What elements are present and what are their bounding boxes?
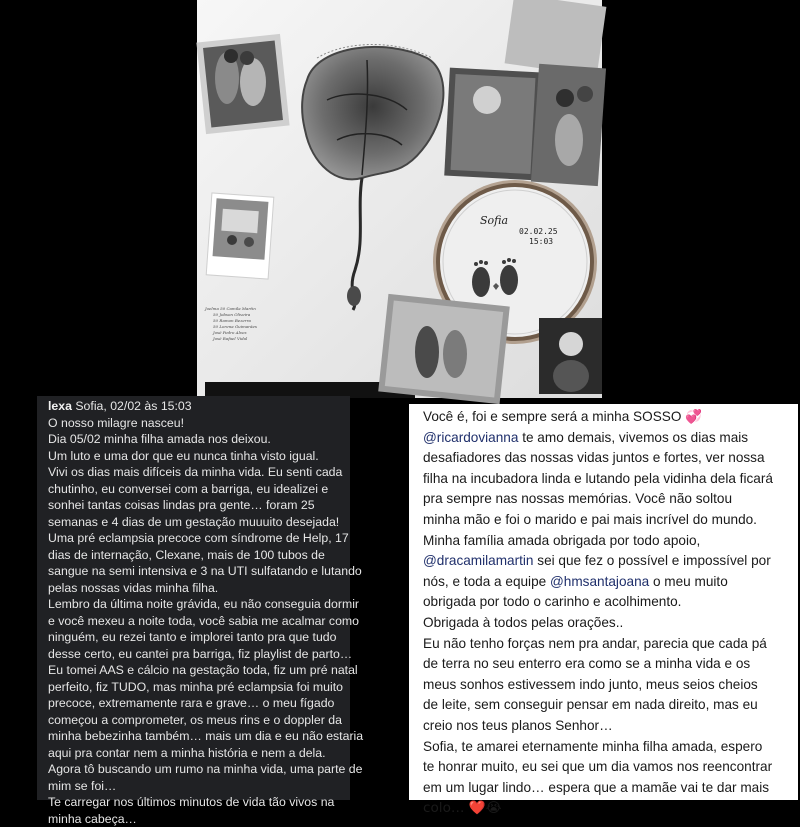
caption-line: sonhei tantas coisas lindas pra gente… foram 25 [48,497,342,514]
caption-line: Sofia, te amarei eternamente minha filha amada, espero [423,737,792,758]
caption-line: perfeito, fiz TUDO, mas minha pré eclampsia foi muito [48,679,342,696]
couple-photo-top-left [196,34,289,134]
caption-text: sei que fez o possível e impossível por [534,553,771,568]
caption-line: Obrigada à todos pelas orações.. [423,613,792,634]
caption-text: te amo demais, vivemos os dias mais [518,430,748,445]
caption-line: mim se foi… [48,778,342,795]
caption-line [423,551,792,572]
caption-line: colo… ❤️😭 [423,798,792,819]
caption-text: o meu muito [649,574,728,589]
note-line: 50 Jobson Oliveira [213,312,257,318]
caption-line: Agora tô buscando um rumo na minha vida, uma parte de [48,761,342,778]
caption-line: dias de internação, Clexane, mais de 100 tubos de [48,547,342,564]
hoop-date: 02.02.25 [519,227,558,236]
caption-line: e você mexeu a noite toda, você sabia me acalmar como [48,613,342,630]
caption-line: filha na incubadora linda e lutando pela vidinha dela ficará [423,469,792,490]
mention-link[interactable]: @hmsantajoana [550,574,649,589]
caption-line: Você é, foi e sempre será a minha SOSSO 💞 [423,407,792,428]
caption-line: pelas nossas vidas minha filha. [48,580,342,597]
caption-body [48,415,342,827]
caption-line: obrigada por todo o carinho e acolhimento. [423,592,792,613]
caption-line: creio nos teus planos Senhor… [423,716,792,737]
caption-line: Dia 05/02 minha filha amada nos deixou. [48,431,342,448]
caption-line: Uma pré eclampsia precoce com síndrome de Help, 17 [48,530,342,547]
caption-line: minha mão e foi o marido e pai mais incrível do mundo. [423,510,792,531]
hoop-date-text [519,227,558,247]
caption-line: Lembro da última noite grávida, eu não conseguia dormir [48,596,342,613]
caption-line: meus sonhos estivessem indo junto, meus seios cheios [423,675,792,696]
handwritten-note [205,306,257,342]
mention-link[interactable]: @dracamilamartin [423,553,534,568]
caption-line: de terra no seu enterro era como se a minha vida e os [423,654,792,675]
caption-line: ninguém, eu rezei tanto e implorei tanto pra que tudo [48,629,342,646]
caption-line: de leite, sem conseguir pensar em nada direito, mas eu [423,695,792,716]
caption-panel-left [37,396,350,800]
caption-line: Eu tomei AAS e cálcio na gestação toda, fiz um pré natal [48,662,342,679]
caption-line: te honrar muito, eu sei que um dia vamos nos reencontrar [423,757,792,778]
caption-line: aqui pra contar nem a minha história e nem a dela. [48,745,342,762]
caption-line: precoce, extremamente rara e grave… o meu fígado [48,695,342,712]
caption-line: Te carregar nos últimos minutos de vida tão vivos na [48,794,342,811]
caption-line: Minha família amada obrigada por todo apoio, [423,531,792,552]
hoop-time: 15:03 [529,237,553,246]
caption-line: começou a comprometer, os meus rins e o doppler da [48,712,342,729]
caption-line: O nosso milagre nasceu! [48,415,342,432]
caption-line: Vivi os dias mais difíceis da minha vida. Eu senti cada [48,464,342,481]
username[interactable]: lexa [48,399,72,413]
caption-line: minha cabeça… [48,811,342,827]
memorial-photo [197,0,602,398]
caption-panel-right [409,404,798,800]
caption-line: em um lugar lindo… espera que a mamãe vai te dar mais [423,778,792,799]
caption-line: chutinho, eu conversei com a barriga, eu idealizei e [48,481,342,498]
caption-text: nós, e toda a equipe [423,574,550,589]
caption-header-text: Sofia, 02/02 às 15:03 [75,399,191,413]
caption-line: semanas e 4 dias de um gestação muuuito desejada! [48,514,342,531]
caption-line [423,572,792,593]
polaroid-photo [206,193,274,279]
note-line: Joelma 50 Camila Martin [205,306,257,312]
caption-header [48,398,342,415]
note-line: José Rafael Vidal [213,336,257,342]
caption-line: sangue na semi intensiva e 3 na UTI sulfatando e lutando [48,563,342,580]
memorial-photo-drawing [197,0,602,398]
caption-line: minha bebezinha também… mais um dia e eu não estaria [48,728,342,745]
caption-line: Um luto e uma dor que eu nunca tinha visto igual. [48,448,342,465]
note-line: José Pedro Alves [213,330,257,336]
note-line: 50 Lorena Guimarães [213,324,257,330]
mention-link[interactable]: @ricardovianna [423,430,518,445]
note-line: 50 Ramon Bezerra [213,318,257,324]
caption-line: pra sempre nas nossas memórias. Você não soltou [423,489,792,510]
caption-line: Eu não tenho forças nem pra andar, parecia que cada pá [423,634,792,655]
caption-line: desafiadores das nossas vidas juntos e fortes, ver nossa [423,448,792,469]
hoop-name-text: Sofia [480,214,508,227]
caption-line: desse certo, eu cantei pra barriga, fiz playlist de parto… [48,646,342,663]
caption-line [423,428,792,449]
